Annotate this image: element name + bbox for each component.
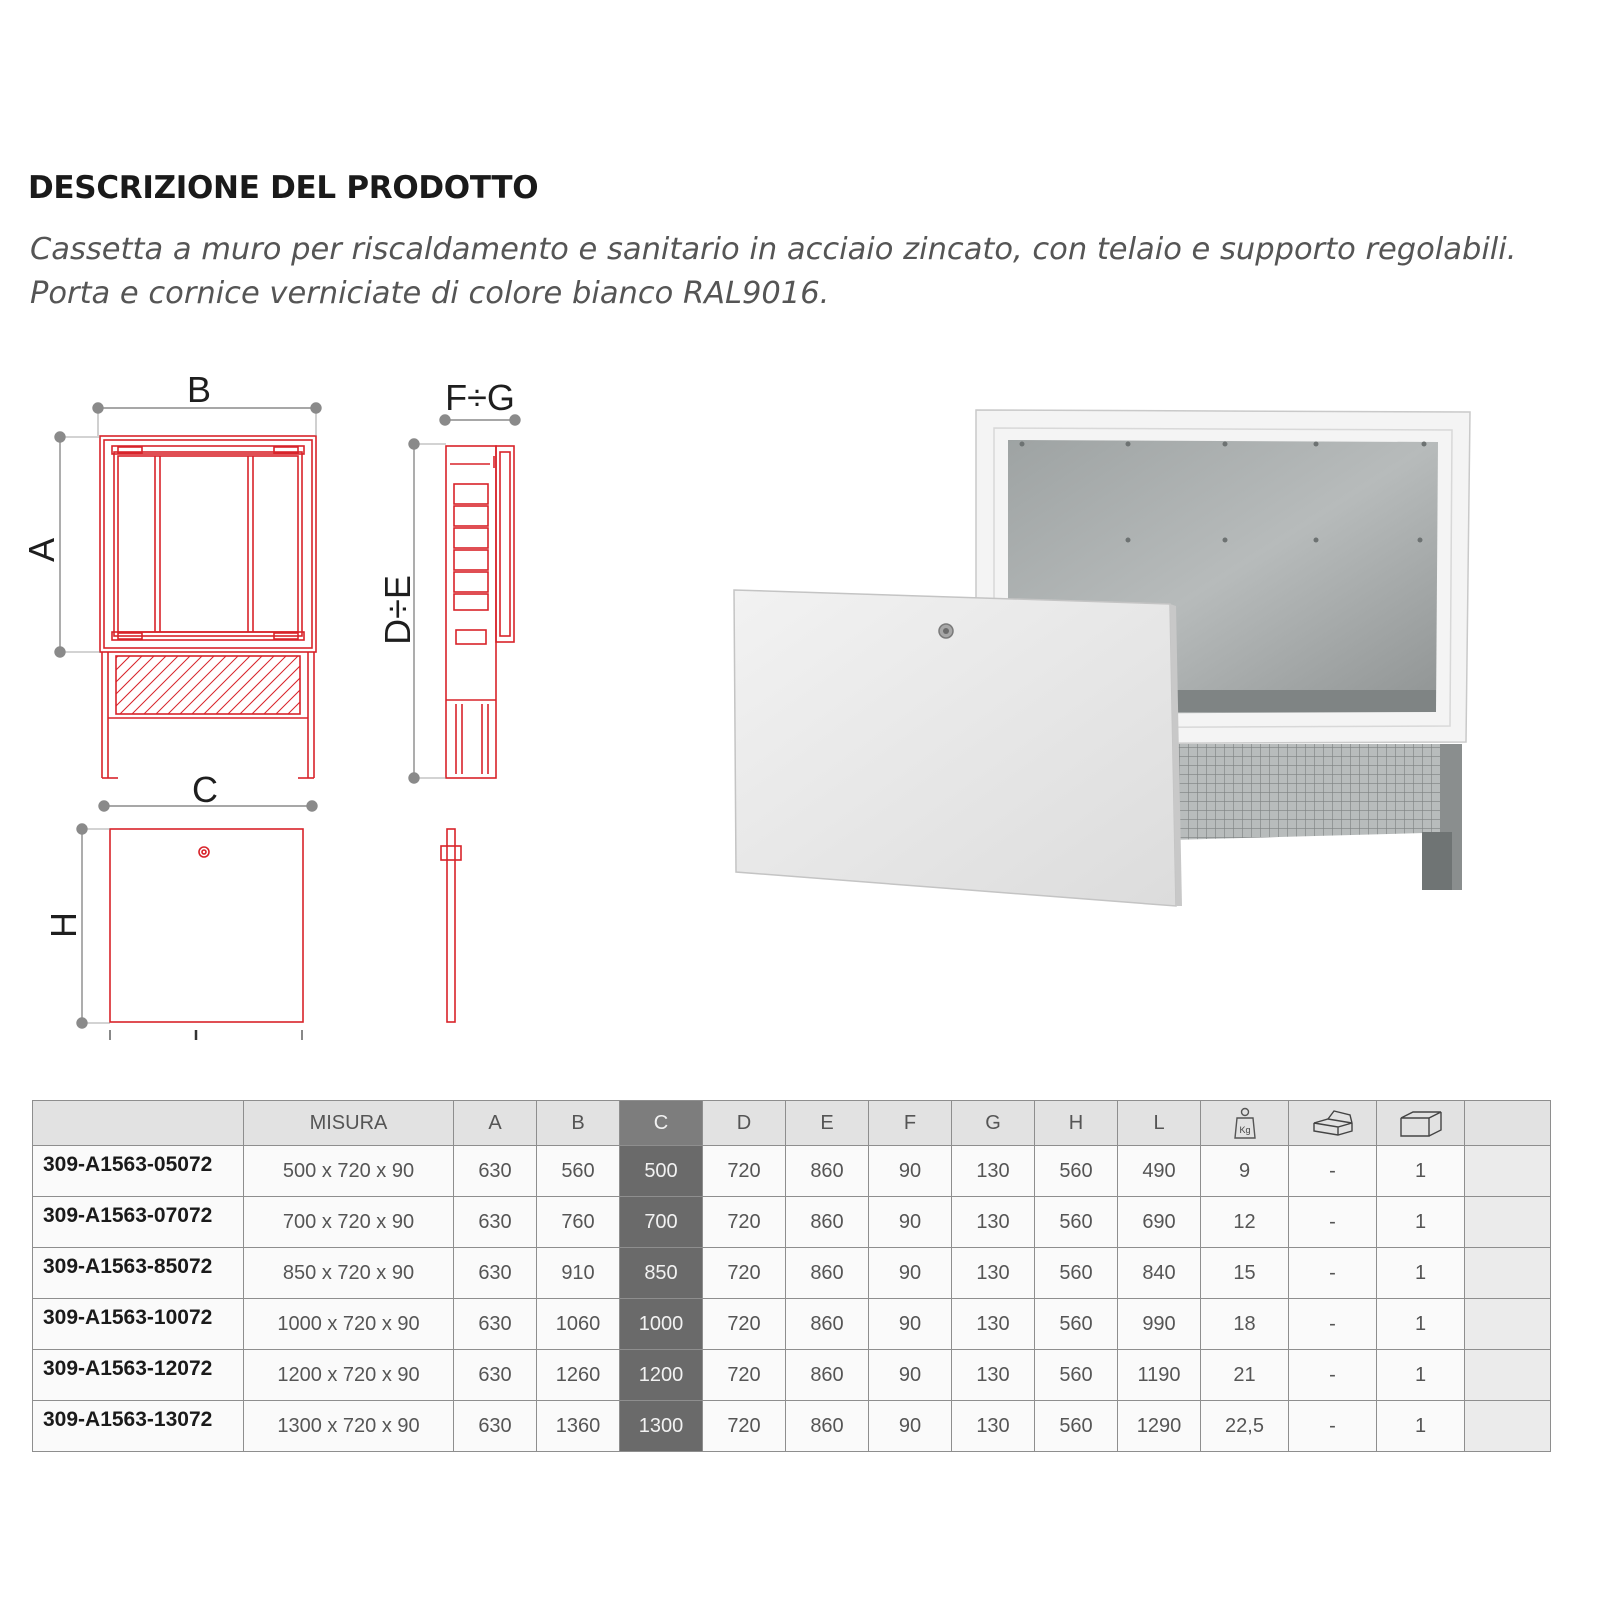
cell-g: 130 — [952, 1401, 1035, 1452]
cell-g: 130 — [952, 1299, 1035, 1350]
cell-l: 840 — [1118, 1248, 1201, 1299]
header-extra — [1465, 1101, 1551, 1146]
cell-l: 1190 — [1118, 1350, 1201, 1401]
cell-l: 690 — [1118, 1197, 1201, 1248]
cell-a: 630 — [454, 1350, 537, 1401]
cell-open-box-qty: - — [1289, 1299, 1377, 1350]
header-weight — [1201, 1101, 1289, 1146]
cell-h: 560 — [1035, 1146, 1118, 1197]
front-view-drawing — [100, 436, 316, 778]
cell-closed-box-qty: 1 — [1377, 1197, 1465, 1248]
cell-e: 860 — [786, 1248, 869, 1299]
cell-f: 90 — [869, 1146, 952, 1197]
cell-h: 560 — [1035, 1350, 1118, 1401]
cell-f: 90 — [869, 1401, 952, 1452]
product-code: 309-A1563-05072 — [33, 1146, 244, 1197]
product-illustration — [700, 390, 1500, 930]
cell-weight: 21 — [1201, 1350, 1289, 1401]
cell-d: 720 — [703, 1197, 786, 1248]
header-e: E — [786, 1101, 869, 1146]
cell-weight: 18 — [1201, 1299, 1289, 1350]
cell-b: 1260 — [537, 1350, 620, 1401]
cell-h: 560 — [1035, 1299, 1118, 1350]
cell-g: 130 — [952, 1146, 1035, 1197]
header-closed-box — [1377, 1101, 1465, 1146]
header-d: D — [703, 1101, 786, 1146]
cell-c: 700 — [620, 1197, 703, 1248]
cell-open-box-qty: - — [1289, 1248, 1377, 1299]
cell-weight: 12 — [1201, 1197, 1289, 1248]
cell-closed-box-qty: 1 — [1377, 1401, 1465, 1452]
dimension-label-h: H — [43, 912, 84, 938]
product-code: 309-A1563-07072 — [33, 1197, 244, 1248]
cell-b: 560 — [537, 1146, 620, 1197]
product-code: 309-A1563-85072 — [33, 1248, 244, 1299]
cell-extra — [1465, 1146, 1551, 1197]
box-door — [734, 590, 1176, 906]
box-grille — [1170, 744, 1462, 840]
header-open-box — [1289, 1101, 1377, 1146]
cell-f: 90 — [869, 1248, 952, 1299]
header-misura: MISURA — [244, 1101, 454, 1146]
header-code — [33, 1101, 244, 1146]
cell-open-box-qty: - — [1289, 1401, 1377, 1452]
cell-l: 990 — [1118, 1299, 1201, 1350]
cell-extra — [1465, 1248, 1551, 1299]
table-row — [33, 1350, 1551, 1401]
cell-g: 130 — [952, 1197, 1035, 1248]
cell-g: 130 — [952, 1350, 1035, 1401]
table-row — [33, 1401, 1551, 1452]
cell-b: 760 — [537, 1197, 620, 1248]
cell-h: 560 — [1035, 1401, 1118, 1452]
header-g: G — [952, 1101, 1035, 1146]
cell-h: 560 — [1035, 1197, 1118, 1248]
closed-box-icon — [1399, 1108, 1443, 1138]
product-code: 309-A1563-13072 — [33, 1401, 244, 1452]
cell-g: 130 — [952, 1248, 1035, 1299]
table-row — [33, 1197, 1551, 1248]
header-l: L — [1118, 1101, 1201, 1146]
cell-a: 630 — [454, 1299, 537, 1350]
cell-closed-box-qty: 1 — [1377, 1248, 1465, 1299]
cell-d: 720 — [703, 1146, 786, 1197]
technical-drawings — [0, 360, 560, 1060]
cell-c: 500 — [620, 1146, 703, 1197]
cell-open-box-qty: - — [1289, 1146, 1377, 1197]
cell-h: 560 — [1035, 1248, 1118, 1299]
cell-b: 1060 — [537, 1299, 620, 1350]
cell-extra — [1465, 1350, 1551, 1401]
dimension-label-fg: F÷G — [445, 377, 515, 418]
cell-b: 910 — [537, 1248, 620, 1299]
product-code: 309-A1563-10072 — [33, 1299, 244, 1350]
cell-d: 720 — [703, 1401, 786, 1452]
header-f: F — [869, 1101, 952, 1146]
cell-d: 720 — [703, 1248, 786, 1299]
cell-extra — [1465, 1197, 1551, 1248]
cell-weight: 15 — [1201, 1248, 1289, 1299]
cell-a: 630 — [454, 1146, 537, 1197]
description-line-1: Cassetta a muro per riscaldamento e sanitario in acciaio zincato, con telaio e supporto regolabili. — [30, 232, 1517, 267]
weight-kg-icon — [1234, 1107, 1256, 1139]
header-c: C — [620, 1101, 703, 1146]
cell-misura: 850 x 720 x 90 — [244, 1248, 454, 1299]
description-line-2: Porta e cornice verniciate di colore bianco RAL9016. — [30, 276, 830, 311]
cell-misura: 1300 x 720 x 90 — [244, 1401, 454, 1452]
grille-hatching — [60, 656, 346, 714]
cell-b: 1360 — [537, 1401, 620, 1452]
table-header-row — [33, 1101, 1551, 1146]
cell-closed-box-qty: 1 — [1377, 1146, 1465, 1197]
cell-a: 630 — [454, 1401, 537, 1452]
cell-e: 860 — [786, 1350, 869, 1401]
header-h: H — [1035, 1101, 1118, 1146]
dimension-lines — [55, 403, 520, 1040]
table-row — [33, 1299, 1551, 1350]
cell-d: 720 — [703, 1299, 786, 1350]
header-b: B — [537, 1101, 620, 1146]
cell-extra — [1465, 1299, 1551, 1350]
cell-f: 90 — [869, 1299, 952, 1350]
product-description — [30, 228, 1530, 316]
door-front-drawing — [110, 829, 303, 1022]
cell-l: 490 — [1118, 1146, 1201, 1197]
cell-weight: 22,5 — [1201, 1401, 1289, 1452]
cell-e: 860 — [786, 1197, 869, 1248]
header-a: A — [454, 1101, 537, 1146]
table-row — [33, 1248, 1551, 1299]
cell-c: 1300 — [620, 1401, 703, 1452]
cell-e: 860 — [786, 1401, 869, 1452]
cell-open-box-qty: - — [1289, 1350, 1377, 1401]
cell-d: 720 — [703, 1350, 786, 1401]
cell-a: 630 — [454, 1197, 537, 1248]
door-side-drawing — [441, 829, 461, 1022]
cell-misura: 1200 x 720 x 90 — [244, 1350, 454, 1401]
cell-misura: 1000 x 720 x 90 — [244, 1299, 454, 1350]
cell-c: 1000 — [620, 1299, 703, 1350]
cell-a: 630 — [454, 1248, 537, 1299]
cell-open-box-qty: - — [1289, 1197, 1377, 1248]
cell-f: 90 — [869, 1350, 952, 1401]
cell-extra — [1465, 1401, 1551, 1452]
cell-closed-box-qty: 1 — [1377, 1299, 1465, 1350]
page-title: DESCRIZIONE DEL PRODOTTO — [28, 170, 539, 206]
cell-weight: 9 — [1201, 1146, 1289, 1197]
cell-c: 850 — [620, 1248, 703, 1299]
cell-c: 1200 — [620, 1350, 703, 1401]
cell-e: 860 — [786, 1146, 869, 1197]
dimension-label-de: D÷E — [377, 575, 418, 645]
specification-table — [32, 1100, 1551, 1452]
dimension-label-b: B — [186, 369, 212, 410]
cell-closed-box-qty: 1 — [1377, 1350, 1465, 1401]
open-box-icon — [1312, 1109, 1354, 1137]
dimension-label-c: C — [192, 769, 218, 810]
cell-misura: 700 x 720 x 90 — [244, 1197, 454, 1248]
cell-l: 1290 — [1118, 1401, 1201, 1452]
cell-e: 860 — [786, 1299, 869, 1350]
dimension-label-a: A — [21, 537, 62, 563]
cell-misura: 500 x 720 x 90 — [244, 1146, 454, 1197]
side-view-drawing — [446, 446, 514, 778]
product-code: 309-A1563-12072 — [33, 1350, 244, 1401]
table-row — [33, 1146, 1551, 1197]
cell-f: 90 — [869, 1197, 952, 1248]
weight-unit-label: Kg — [1238, 1125, 1251, 1135]
